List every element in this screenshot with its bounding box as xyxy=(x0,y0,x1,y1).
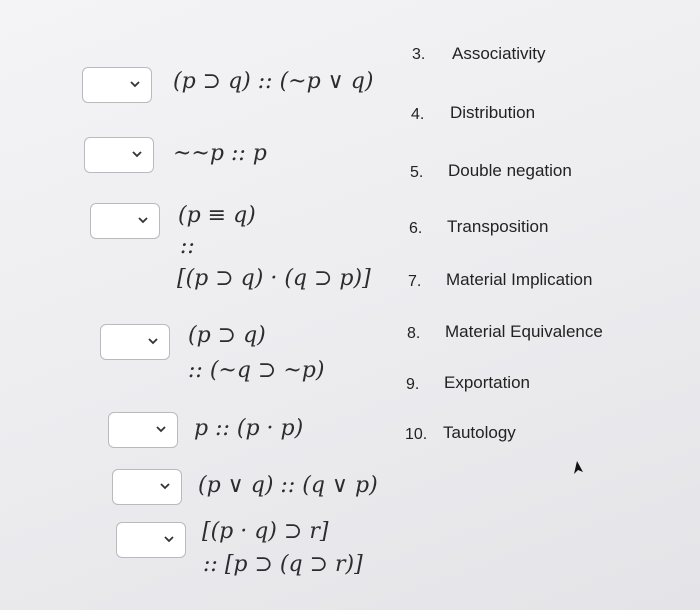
chevron-down-icon xyxy=(163,534,175,544)
answer-dropdown-7[interactable] xyxy=(116,522,186,558)
rule-name: Transposition xyxy=(447,217,549,236)
formula-4-line-1: (p ⊃ q) xyxy=(188,323,266,348)
rule-number: 7. xyxy=(408,273,422,290)
answer-dropdown-3[interactable] xyxy=(90,203,160,239)
rule-number: 10. xyxy=(405,426,428,443)
answer-dropdown-2[interactable] xyxy=(84,137,154,173)
formula-6: (p ∨ q) :: (q ∨ p) xyxy=(198,473,378,498)
formula-3-line-1: (p ≡ q) xyxy=(178,203,256,228)
chevron-down-icon xyxy=(137,215,149,225)
rule-number: 6. xyxy=(409,220,423,237)
rule-number: 8. xyxy=(407,325,421,342)
answer-dropdown-5[interactable] xyxy=(108,412,178,448)
rule-name: Associativity xyxy=(452,44,546,63)
answer-dropdown-6[interactable] xyxy=(112,469,182,505)
rule-name: Distribution xyxy=(450,103,536,122)
formula-3-line-3: [(p ⊃ q) · (q ⊃ p)] xyxy=(177,266,371,291)
rule-number: 4. xyxy=(411,106,425,123)
formula-7-line-2: :: [p ⊃ (q ⊃ r)] xyxy=(203,552,363,577)
formula-2: ~~p :: p xyxy=(173,141,267,166)
answer-dropdown-4[interactable] xyxy=(100,324,170,360)
rule-name: Material Implication xyxy=(446,270,593,289)
rule-number: 5. xyxy=(410,164,424,181)
answer-dropdown-1[interactable] xyxy=(82,67,152,103)
chevron-down-icon xyxy=(129,79,141,89)
chevron-down-icon xyxy=(131,149,143,159)
formula-4-line-2: :: (~q ⊃ ~p) xyxy=(188,358,325,383)
rule-name: Tautology xyxy=(443,423,516,442)
chevron-down-icon xyxy=(147,336,159,346)
rule-name: Exportation xyxy=(444,373,530,392)
formula-1: (p ⊃ q) :: (~p ∨ q) xyxy=(173,69,374,94)
formula-7-line-1: [(p · q) ⊃ r] xyxy=(202,519,329,544)
rule-name: Material Equivalence xyxy=(445,322,603,341)
formula-5: p :: (p · p) xyxy=(194,416,304,441)
rule-name: Double negation xyxy=(448,161,572,180)
formula-3-line-2: :: xyxy=(180,234,195,259)
chevron-down-icon xyxy=(159,481,171,491)
chevron-down-icon xyxy=(155,424,167,434)
rule-number: 9. xyxy=(406,376,420,393)
rule-number: 3. xyxy=(412,46,426,63)
mouse-pointer-icon xyxy=(571,460,585,476)
